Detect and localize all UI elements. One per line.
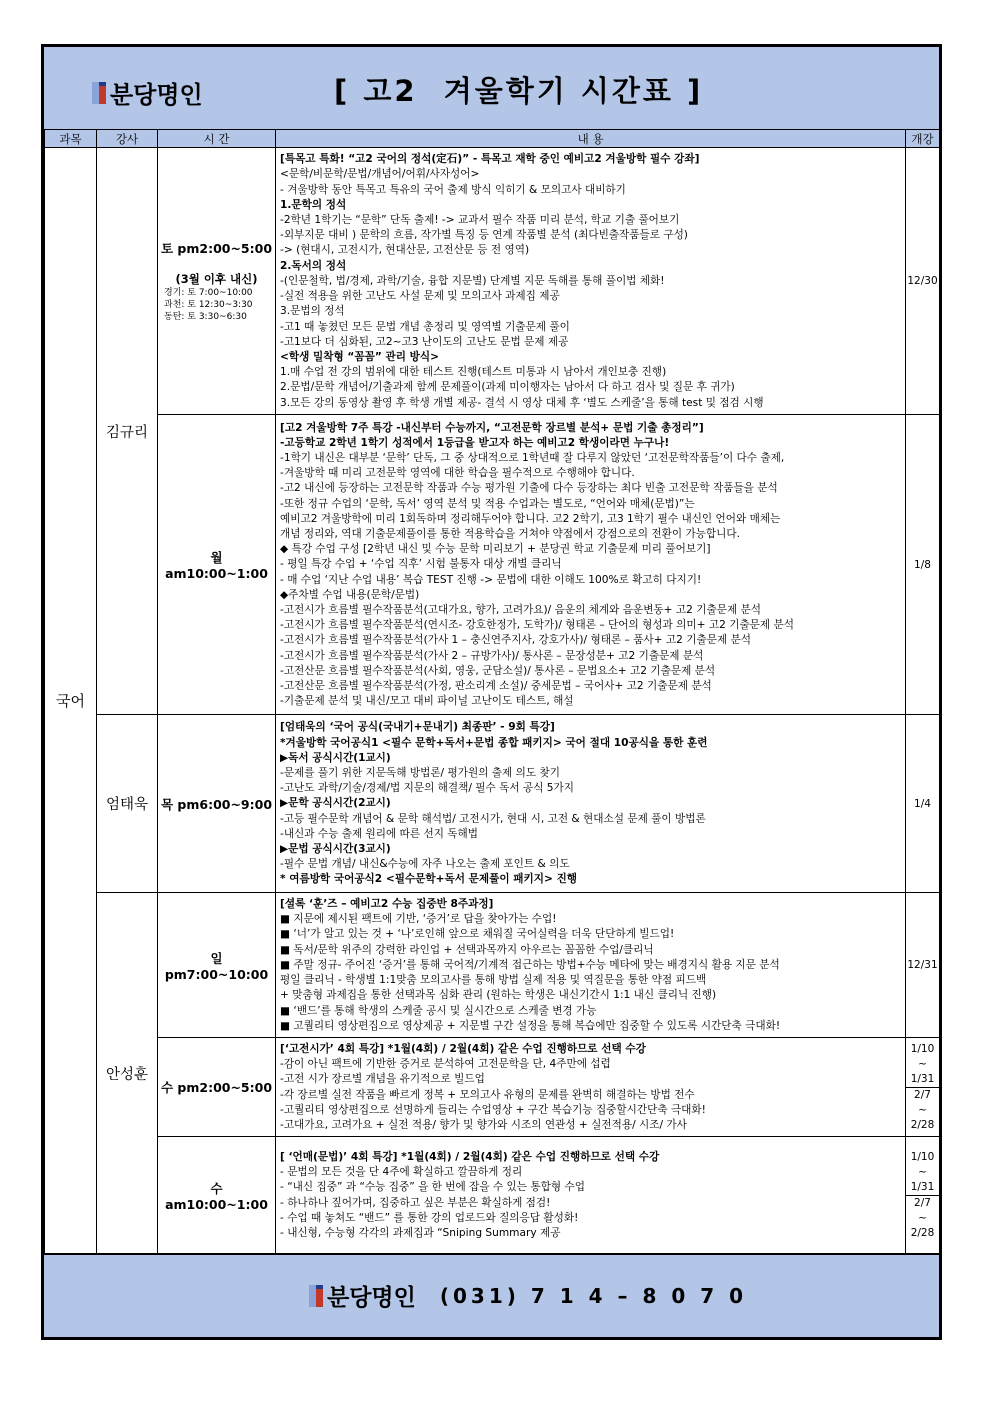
content-line: -겨울방학 때 미리 고전문학 영역에 대한 학습을 필수적으로 수행해야 합니다.: [280, 467, 635, 480]
content-line: 평일 클리닉 - 학생별 1:1맞춤 모의고사를 통해 방법 실제 적용 및 역질문을 통한 약점 피드백: [280, 974, 707, 987]
content-cell: [276, 1038, 906, 1137]
col-header-subject: 과목: [45, 130, 97, 148]
content-line: -고전시가 흐름별 필수작품분석(고대가요, 향가, 고려가요)/ 음운의 체계와 음운변동+ 고2 기출문제 분석: [280, 604, 762, 616]
brand-logo: [92, 75, 203, 110]
content-line: -고등 필수문학 개념어 & 문학 해석법/ 고전시가, 현대 시, 고전 & 현대소설 문제 풀이 방법론: [280, 812, 706, 825]
start-date-sep: ~: [918, 1165, 927, 1178]
content-line: [‘고전시가’ 4회 특강] *1월(4회) / 2월(4회) 같은 수업 진행하므로 선택 수강: [280, 1042, 646, 1055]
content-line: - 평일 특강 수업 + ‘수업 직후’ 시험 불통자 대상 개별 클리닉: [280, 558, 562, 571]
content-line: 2.문법/문학 개념어/기출과제 함께 문제풀이(과제 미이행자는 남아서 다 하고 검사 및 질문 후 귀가): [280, 381, 735, 394]
content-line: -고2 내신에 등장하는 고전문학 작품과 수능 평가원 기출에 다수 등장하는 최다 빈출 고전문학 작품들을 분석: [280, 482, 778, 495]
start-date: 1/4: [906, 715, 940, 893]
table-row: [45, 1137, 940, 1254]
content-line: -기출문제 분석 및 내신/모고 대비 파이널 고난이도 테스트, 해설: [280, 695, 574, 708]
content-line: ▶독서 공식시간(1교시): [280, 751, 391, 764]
content-line: -고대가요, 고려가요 + 실전 적용/ 향가 및 향가와 시조의 연관성 + 실전적용/ 시조/ 가사: [280, 1118, 687, 1131]
col-header-teacher: 강사: [97, 130, 158, 148]
time-main: 일 pm7:00~10:00: [164, 950, 269, 982]
content-line: -고전산문 흐름별 필수작품분석(가정, 판소리계 소설)/ 중세문법 – 국어사+ 고2 기출문제 분석: [280, 680, 712, 693]
table-row: [45, 893, 940, 1038]
content-line: -필수 문법 개념/ 내신&수능에 자주 나오는 출제 포인트 & 의도: [280, 858, 570, 871]
content-line: -고전산문 흐름별 필수작품분석(사회, 영웅, 군담소설)/ 통사론 – 문법요소+ 고2 기출문제 분석: [280, 664, 716, 677]
content-line: ■ ‘너’가 알고 있는 것 + ‘나’로인해 앞으로 채워질 국어실력을 더욱 단단하게 빌드업!: [280, 928, 675, 941]
brand-logo-icon: [309, 1285, 323, 1307]
content-line: - 매 수업 ‘지난 수업 내용’ 복습 TEST 진행 -> 문법에 대한 이해도 100%로 확고히 다지기!: [280, 573, 702, 586]
content-line: [엄태욱의 ‘국어 공식(국내기+문내기) 최종판’ - 9회 특강]: [280, 721, 555, 734]
teacher-cell: 엄태욱: [97, 715, 158, 893]
content-line: - 내신형, 수능형 각각의 과제집과 “Sniping Summary 제공: [280, 1226, 561, 1239]
content-line: [특목고 특화! “고2 국어의 정석(定石)” - 특목고 재학 중인 예비고2 겨울방학 필수 강좌]: [280, 153, 700, 166]
content-line: -(인문철학, 법/경제, 과학/기술, 융합 지문별) 단계별 지문 독해를 통해 풀이법 체화!: [280, 274, 665, 287]
time-cell: [158, 1137, 276, 1254]
content-cell: [276, 715, 906, 893]
start-date: 1/8: [906, 415, 940, 715]
start-date-range: [906, 1038, 940, 1137]
content-line: * 여름방학 국어공식2 <필수문학+독서 문제풀이 패키지> 진행: [280, 873, 578, 886]
content-line: -또한 정규 수업의 ‘문학, 독서’ 영역 분석 및 적용 수업과는 별도로, “언어와 매체(문법)”는: [280, 497, 695, 510]
col-header-time: 시 간: [158, 130, 276, 148]
time-cell: [158, 148, 276, 415]
timetable-frame: [41, 44, 942, 1340]
start-date: 1/31: [910, 1072, 935, 1085]
time-main: 월 am10:00~1:00: [165, 550, 268, 581]
time-cell: [158, 1038, 276, 1137]
time-main: 수 pm2:00~5:00: [160, 1080, 273, 1095]
content-line: -고1보다 더 심화된, 고2~고3 난이도의 고난도 문법 문제 제공: [280, 335, 569, 348]
content-line: -고난도 과학/기술/경제/법 지문의 해결책/ 필수 독서 공식 5가지: [280, 782, 575, 795]
content-line: -내신과 수능 출제 원리에 따른 선지 독해법: [280, 827, 478, 840]
content-line: + 맞춤형 과제집을 통한 선택과목 심화 관리 (원하는 학생은 내신기간시 1:1 내신 클리닉 진행): [280, 989, 717, 1002]
time-cell: [158, 893, 276, 1038]
start-date: 1/10: [910, 1042, 935, 1055]
footer-contact: [309, 1279, 747, 1312]
content-cell: [276, 148, 906, 415]
page-title: [ 고2 겨울학기 시간표 ]: [334, 74, 704, 108]
content-line: -고전시가 흐름별 필수작품분석(가사 2 – 규방가사)/ 통사론 – 문장성분+ 고2 기출문제 분석: [280, 649, 704, 662]
start-date: 2/28: [910, 1226, 935, 1239]
content-line: -2학년 1학기는 “문학” 단독 출제! -> 교과서 필수 작품 미리 분석, 학교 기출 풀어보기: [280, 214, 680, 227]
table-row: [45, 415, 940, 715]
content-line: -고전시가 흐름별 필수작품분석(가사 1 – 충신연주지사, 강호가사)/ 형태론 – 품사+ 고2 기출문제 분석: [280, 634, 752, 647]
content-line: -> (현대시, 고전시가, 현대산문, 고전산문 등 전 영역): [280, 244, 530, 257]
content-line: - 겨울방학 동안 특목고 특유의 국어 출제 방식 익히기 & 모의고사 대비하기: [280, 183, 626, 196]
time-cell: [158, 715, 276, 893]
time-main: 목 pm6:00~9:00: [160, 796, 273, 812]
content-line: ■ ‘밴드’를 통해 학생의 스케줄 공시 및 실시간으로 스케줄 변경 가능: [280, 1004, 597, 1017]
content-line: -고퀄리티 영상편집으로 선명하게 들리는 수업영상 + 구간 복습기능 집중할시간단축 극대화!: [280, 1103, 706, 1116]
content-line: -각 장르별 실전 작품을 빠르게 정복 + 모의고사 유형의 문제를 완벽히 해결하는 방법 전수: [280, 1088, 695, 1101]
start-date-sep: ~: [918, 1211, 927, 1224]
content-line: -감이 아닌 팩트에 기반한 증거로 분석하여 고전문학을 단, 4주만에 섭렵: [280, 1058, 611, 1071]
brand-logo-icon: [92, 82, 106, 104]
col-header-content: 내 용: [276, 130, 906, 148]
brand-name: 분당명인: [110, 81, 203, 109]
content-line: -고전 시가 장르별 개념을 유기적으로 빌드업: [280, 1073, 485, 1086]
time-detail: 경기: 토 7:00~10:00: [164, 288, 253, 298]
content-line: 1.문학의 정석: [280, 198, 347, 211]
content-line: 3.문법의 정석: [280, 305, 345, 318]
start-date-range: [906, 1137, 940, 1254]
footer: [44, 1253, 939, 1337]
col-header-start: 개강: [906, 130, 940, 148]
content-line: -고전시가 흐름별 필수작품분석(연시조- 강호한정가, 도학가)/ 형태론 – 단어의 형성과 의미+ 고2 기출문제 분석: [280, 619, 794, 632]
time-sub: (3월 이후 내신): [175, 272, 258, 286]
content-line: ■ 주말 정규- 주어진 ‘증거’를 통해 국어적/기계적 접근하는 방법+수능 메타에 맞는 배경지식 활용 지문 분석: [280, 958, 780, 971]
content-line: -문제를 풀기 위한 지문독해 방법론/ 평가원의 출제 의도 찾기: [280, 766, 560, 779]
content-line: ■ 지문에 제시된 팩트에 기반, ‘증거’로 답을 찾아가는 수업!: [280, 913, 557, 926]
content-line: -1학기 내신은 대부분 ‘문학’ 단독, 그 중 상대적으로 1학년때 잘 다루지 않았던 ‘고전문학작품들’이 다수 출제,: [280, 451, 785, 464]
content-cell: [276, 893, 906, 1038]
schedule-table: [44, 129, 940, 1254]
table-header-row: [45, 130, 940, 148]
content-line: - 수업 때 놓쳐도 “밴드” 를 통한 강의 업로드와 질의응답 활성화!: [280, 1211, 579, 1224]
content-line: <학생 밀착형 “꼼꼼” 관리 방식>: [280, 350, 439, 363]
content-line: -외부지문 대비 ) 문학의 흐름, 작가별 특징 등 연계 작품별 분석 (최다빈출작품들로 구성): [280, 229, 688, 242]
table-row: [45, 715, 940, 893]
content-line: ◆주차별 수업 내용(문학/문법): [280, 588, 420, 601]
content-line: 1.매 수업 전 강의 범위에 대한 테스트 진행(테스트 미통과 시 남아서 개인보충 진행): [280, 366, 667, 379]
content-line: [고2 겨울방학 7주 특강 -내신부터 수능까지, “고전문학 장르별 분석+ 문법 기출 총정리”]: [280, 421, 704, 434]
start-date: 1/10: [910, 1150, 935, 1163]
teacher-cell: 안성훈: [97, 893, 158, 1254]
table-row: [45, 148, 940, 415]
content-line: -고1 때 놓쳤던 모든 문법 개념 총정리 및 영역별 기출문제 풀이: [280, 320, 570, 333]
content-line: [ ‘언매(문법)’ 4회 특강] *1월(4회) / 2월(4회) 같은 수업 진행하므로 선택 수강: [280, 1150, 660, 1163]
start-date: 12/31: [906, 893, 940, 1038]
content-line: <문학/비문학/문법/개념어/어휘/사자성어>: [280, 168, 480, 181]
time-cell: [158, 415, 276, 715]
start-date-sep: ~: [918, 1103, 927, 1116]
content-line: ■ 독서/문학 위주의 강력한 라인업 + 선택과목까지 아우르는 꼼꼼한 수업/클리닉: [280, 943, 654, 956]
content-line: ■ 고퀄리티 영상편집으로 영상제공 + 지문별 구간 설정을 통해 복습에만 집중할 수 있도록 시간단축 극대화!: [280, 1019, 781, 1032]
content-line: 3.모든 강의 동영상 촬영 후 학생 개별 제공- 결석 시 영상 대체 후 ‘별도 스케줄’을 통해 test 및 점검 시행: [280, 396, 764, 409]
content-line: - 하나하나 짚어가며, 집중하고 싶은 부분은 확실하게 점검!: [280, 1196, 551, 1209]
content-line: *겨울방학 국어공식1 <필수 문학+독서+문법 종합 패키지> 국어 절대 10공식을 통한 훈련: [280, 736, 708, 749]
time-detail: 동탄: 토 3:30~6:30: [164, 312, 247, 322]
content-line: ◆ 특강 수업 구성 [2학년 내신 및 수능 문학 미리보기 + 분당권 학교 기출문제 미리 풀어보기]: [280, 543, 711, 556]
content-line: ▶문법 공식시간(3교시): [280, 843, 391, 855]
content-line: - 문법의 모든 것을 단 4주에 확실하고 깔끔하게 정리: [280, 1166, 523, 1179]
content-line: ▶문학 공식시간(2교시): [280, 797, 391, 810]
content-line: 개념 정리와, 역대 기출문제풀이를 통한 적용학습을 거쳐야 약점에서 강점으로의 전환이 가능합니다.: [280, 527, 740, 540]
table-row: [45, 1038, 940, 1137]
content-line: 2.독서의 정석: [280, 259, 347, 272]
content-cell: [276, 415, 906, 715]
header: [44, 47, 939, 131]
content-cell: [276, 1137, 906, 1254]
content-line: 예비고2 겨울방학에 미리 1회독하며 정리해두어야 합니다. 고2 2학기, 고3 1학기 필수 내신인 언어와 매체는: [280, 512, 781, 525]
content-line: [셜록 ‘훈’즈 – 예비고2 수능 집중반 8주과정]: [280, 898, 494, 911]
start-date: 1/31: [910, 1180, 935, 1193]
footer-brand: 분당명인: [327, 1285, 416, 1311]
content-line: - “내신 집중” 과 “수능 집중” 을 한 번에 잡을 수 있는 통합형 수업: [280, 1181, 585, 1194]
phone-number: (031) 7 1 4 – 8 0 7 0: [439, 1283, 748, 1308]
content-line: -실전 적용을 위한 고난도 사설 문제 및 모의고사 과제집 제공: [280, 290, 560, 303]
time-main: 수 am10:00~1:00: [165, 1180, 268, 1212]
time-main: 토 pm2:00~5:00: [160, 241, 273, 256]
start-date: 2/28: [910, 1118, 935, 1131]
content-line: -고등학교 2학년 1학기 성적에서 1등급을 받고자 하는 예비고2 학생이라면 누구나!: [280, 436, 670, 449]
teacher-cell: 김규리: [97, 148, 158, 715]
start-date: 2/7: [905, 1195, 940, 1211]
start-date-sep: ~: [918, 1057, 927, 1070]
time-detail: 과천: 토 12:30~3:30: [164, 300, 253, 310]
start-date: 2/7: [905, 1087, 940, 1103]
start-date: 12/30: [906, 148, 940, 415]
subject-cell: 국어: [45, 148, 97, 1254]
